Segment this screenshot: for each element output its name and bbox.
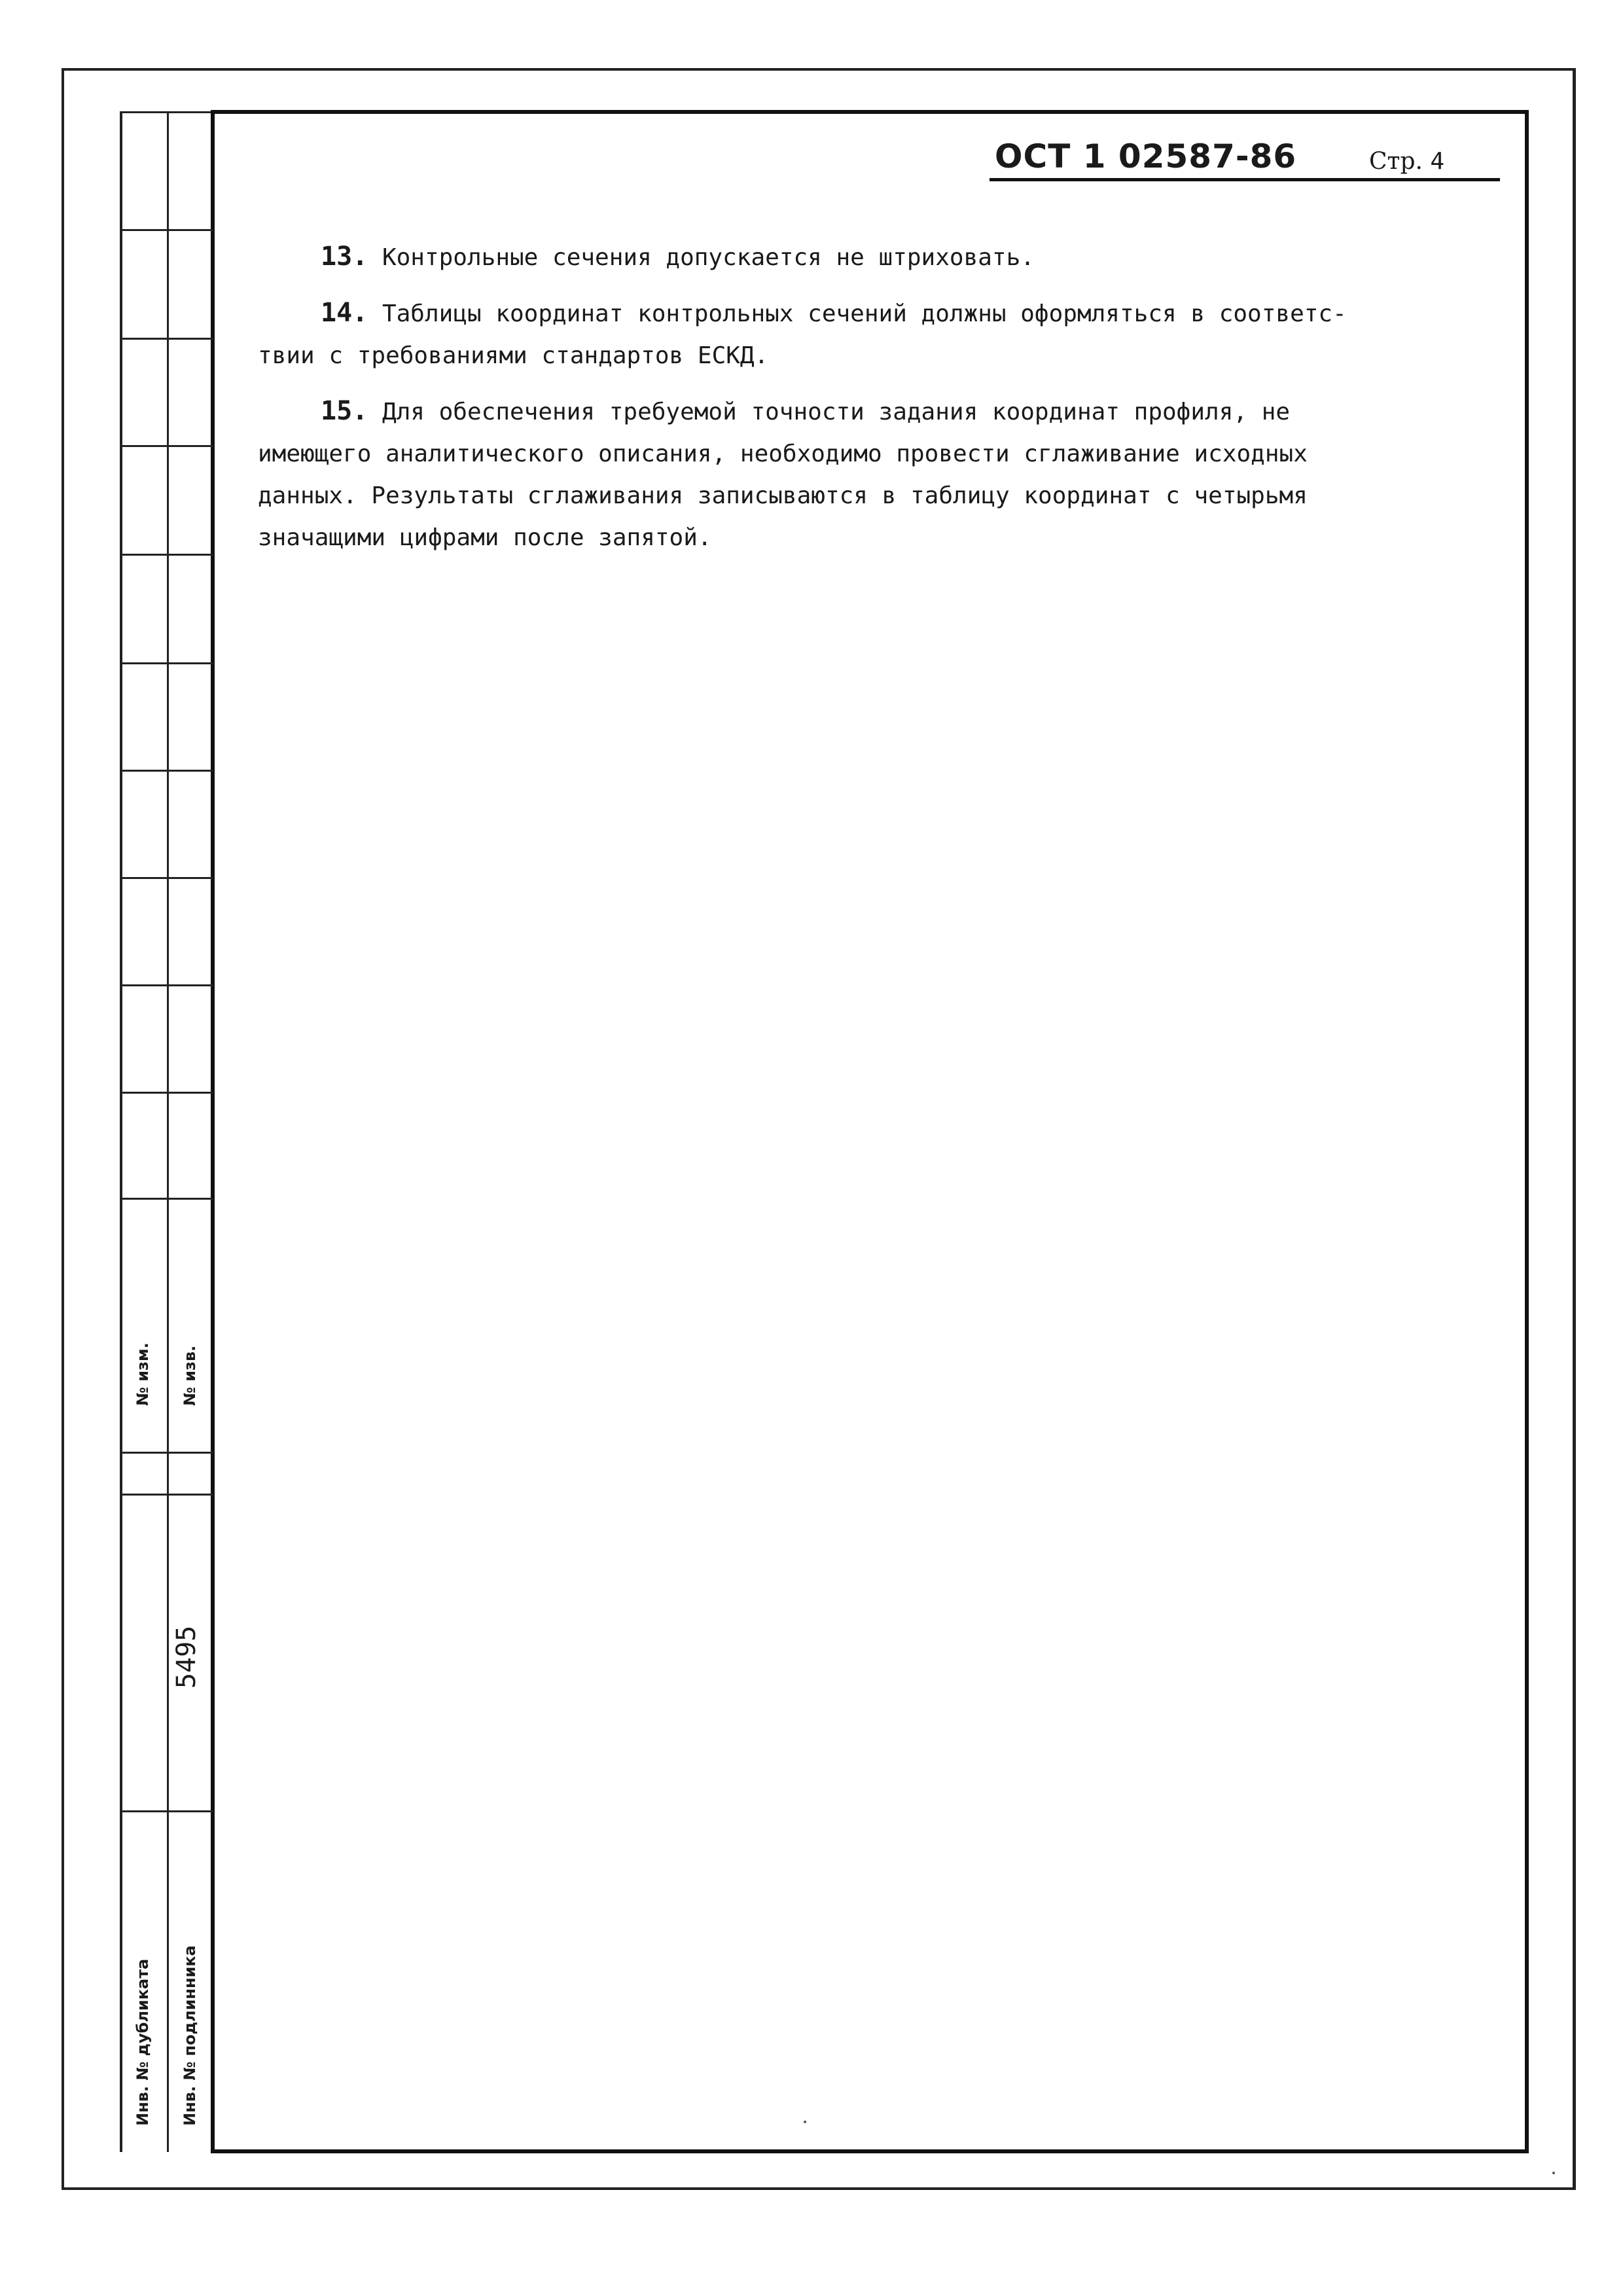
strip-row-line	[120, 984, 213, 986]
strip-row-line	[120, 1092, 213, 1094]
strip-section-line	[120, 1810, 213, 1812]
original-inventory-label: Инв. № подлинника	[181, 1945, 199, 2126]
paragraph-line: Таблицы координат контрольных сечений должны оформляться в соответс-	[382, 300, 1347, 327]
paragraph-line: данных. Результаты сглаживания записываются в таблицу координат с четырьмя	[258, 482, 1308, 509]
strip-row-line	[120, 445, 213, 447]
paragraph-line: значащими цифрами после запятой.	[258, 524, 712, 551]
scan-speck	[1552, 2172, 1555, 2174]
paragraph-line: Контрольные сечения допускается не штриховать.	[382, 244, 1035, 271]
header-rule	[990, 178, 1500, 181]
paragraph-line: твии с требованиями стандартов ЕСКД.	[258, 342, 769, 369]
scan-speck	[804, 2121, 806, 2123]
document-code: ОСТ 1 02587-86	[995, 137, 1297, 175]
page-prefix: Стр.	[1369, 148, 1423, 175]
page-number: 4	[1430, 148, 1445, 175]
paragraph-number: 15.	[321, 396, 368, 426]
side-strip-divider	[167, 111, 169, 2152]
strip-section-line	[120, 1452, 213, 1454]
paragraph-14	[258, 292, 1459, 377]
strip-row-line	[120, 338, 213, 340]
document-body	[258, 236, 1459, 572]
change-number-label: № изм.	[134, 1342, 152, 1406]
paragraph-line: имеющего аналитического описания, необходимо провести сглаживание исходных	[258, 440, 1308, 467]
strip-row-line	[120, 1198, 213, 1200]
strip-row-line	[120, 554, 213, 556]
strip-row-line	[120, 662, 213, 664]
paragraph-13	[321, 236, 1459, 279]
notice-number-label: № изв.	[181, 1345, 199, 1406]
duplicate-inventory-label: Инв. № дубликата	[134, 1958, 152, 2126]
strip-row-line	[120, 229, 213, 231]
page-label	[1369, 148, 1444, 175]
strip-row-line	[120, 770, 213, 772]
paragraph-line: Для обеспечения требуемой точности задания координат профиля, не	[382, 399, 1291, 425]
paragraph-number: 14.	[321, 298, 368, 328]
strip-row-line	[120, 877, 213, 879]
original-inventory-number: 5495	[171, 1625, 202, 1689]
paragraph-15	[258, 390, 1459, 559]
strip-section-line	[120, 1494, 213, 1496]
paragraph-number: 13.	[321, 242, 368, 272]
